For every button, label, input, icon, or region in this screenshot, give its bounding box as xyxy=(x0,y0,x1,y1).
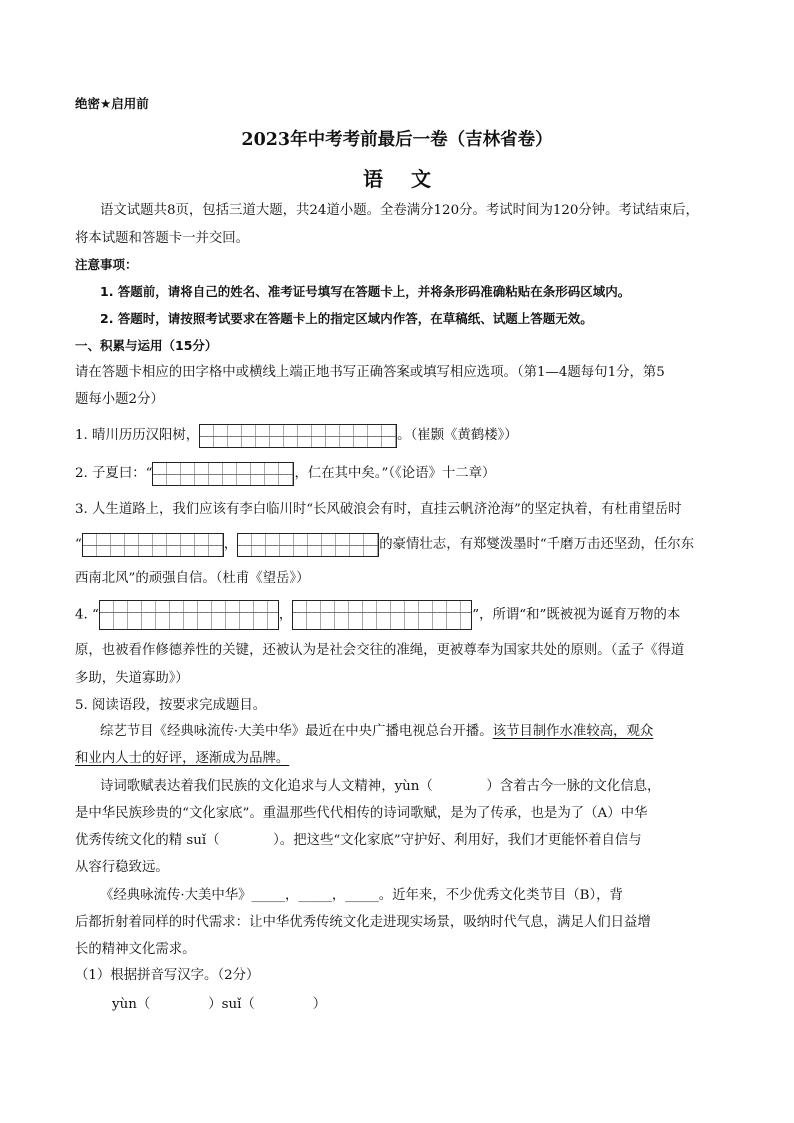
passage-paragraph-2-line-3: 优秀传统文化的精 suǐ（ ）。把这些“文化家底”守护好、利用好，我们才更能怀着自信与 xyxy=(75,833,642,848)
passage-p1-text: 综艺节目《经典咏流传·大美中华》最近在中央广播电视总台开播。 xyxy=(100,724,493,739)
passage-p1-underlined-a: 该节目制作水准较高，观众 xyxy=(492,724,654,739)
question-4-line-1 xyxy=(75,600,680,630)
question-2 xyxy=(75,461,495,487)
exam-title: 2023年中考考前最后一卷（吉林省卷） xyxy=(241,130,553,150)
question-2-answer-grid[interactable] xyxy=(152,462,294,486)
section-1-heading: 一、积累与运用（15分） xyxy=(75,338,218,353)
question-3-line-2 xyxy=(75,532,694,558)
question-3-answer-grid-1[interactable] xyxy=(82,533,224,557)
question-4-comma: ， xyxy=(278,607,293,623)
intro-line-2: 将本试题和答题卡一并交回。 xyxy=(75,231,250,246)
question-3-line-2-suffix: 的豪情壮志，有郑燮泼墨时“千磨万击还坚劲，任尔东 xyxy=(379,537,695,552)
question-1-answer-grid[interactable] xyxy=(199,424,397,448)
question-3-line-1: 3. 人生道路上，我们应该有李白临川时“长风破浪会有时，直挂云帆济沧海”的坚定执着，有杜甫望岳时 xyxy=(75,502,682,517)
subject-title: 语文 xyxy=(363,167,459,191)
notice-item-2: 2. 答题时，请按照考试要求在答题卡上的指定区域内作答，在草稿纸、试题上答题无效。 xyxy=(100,311,593,326)
question-4-answer-grid-1[interactable] xyxy=(99,600,279,630)
intro-line-1: 语文试题共8页，包括三道大题，共24道小题。全卷满分120分。考试时间为120分钟。考试结束后， xyxy=(100,203,699,218)
passage-paragraph-2-line-1: 诗词歌赋表达着我们民族的文化追求与人文精神，yùn（ ）含着古今一脉的文化信息， xyxy=(100,779,661,794)
section-1-instruction-1: 请在答题卡相应的田字格中或横线上端正地书写正确答案或填写相应选项。（第1—4题每句1分，第5 xyxy=(75,365,665,380)
question-2-prefix: 2. 子夏曰：“ xyxy=(75,466,153,481)
question-4-prefix: 4. “ xyxy=(75,607,99,623)
question-3-comma: ， xyxy=(223,537,238,552)
sub-question-1-heading: （1）根据拼音写汉字。（2分） xyxy=(75,968,260,983)
question-1-prefix: 1. 晴川历历汉阳树， xyxy=(75,428,200,443)
sub-question-1-answer-line xyxy=(112,995,326,1015)
passage-p1-underlined-b: 和业内人士的好评，逐渐成为品牌。 xyxy=(75,751,290,766)
question-1-suffix: 。（崔颢《黄鹤楼》） xyxy=(397,428,518,443)
question-3-line-3: 西南北风”的顽强自信。（杜甫《望岳》） xyxy=(75,571,310,586)
sub-question-1-sui-label: ）suǐ（ xyxy=(208,997,255,1012)
notice-heading: 注意事项： xyxy=(75,257,138,272)
passage-paragraph-3-line-2: 后都折射着同样的时代需求：让中华优秀传统文化走进现实场景，吸纳时代气息，满足人们日益增 xyxy=(75,915,651,930)
question-4-answer-grid-2[interactable] xyxy=(292,600,472,630)
passage-paragraph-1-line-1 xyxy=(100,722,653,742)
sub-question-1-yun-label: yùn（ xyxy=(112,997,151,1012)
question-4-line-2: 原，也被看作修德养性的关键，还被认为是社会交往的准绳，更被尊奉为国家共处的原则。（孟子《得道 xyxy=(75,643,685,658)
sub-question-1-close: ） xyxy=(312,997,327,1012)
question-4-line-1-suffix: ”，所谓“和”既被视为诞育万物的本 xyxy=(472,607,681,623)
notice-item-1: 1. 答题前，请将自己的姓名、准考证号填写在答题卡上，并将条形码准确粘贴在条形码区域内。 xyxy=(100,284,631,299)
section-1-instruction-2: 题每小题2分） xyxy=(75,392,164,407)
passage-paragraph-3-line-1: 《经典咏流传·大美中华》_____，_____，_____。近年来，不少优秀文化类节目（B），背 xyxy=(100,888,623,903)
question-3-open-quote: “ xyxy=(75,537,82,552)
passage-paragraph-3-line-3: 长的精神文化需求。 xyxy=(75,942,196,957)
passage-paragraph-2-line-2: 是中华民族珍贵的“文化家底”。重温那些代代相传的诗词歌赋，是为了传承，也是为了（A）中华 xyxy=(75,806,648,821)
question-1 xyxy=(75,423,518,449)
question-5-heading: 5. 阅读语段，按要求完成题目。 xyxy=(75,698,267,713)
question-2-suffix: ，仁在其中矣。”（《论语》十二章） xyxy=(294,466,496,481)
question-4-line-3: 多助，失道寡助》） xyxy=(75,671,189,686)
passage-paragraph-2-line-4: 从容行稳致远。 xyxy=(75,860,169,875)
question-3-answer-grid-2[interactable] xyxy=(237,533,379,557)
secret-label: 绝密★启用前 xyxy=(75,96,149,111)
